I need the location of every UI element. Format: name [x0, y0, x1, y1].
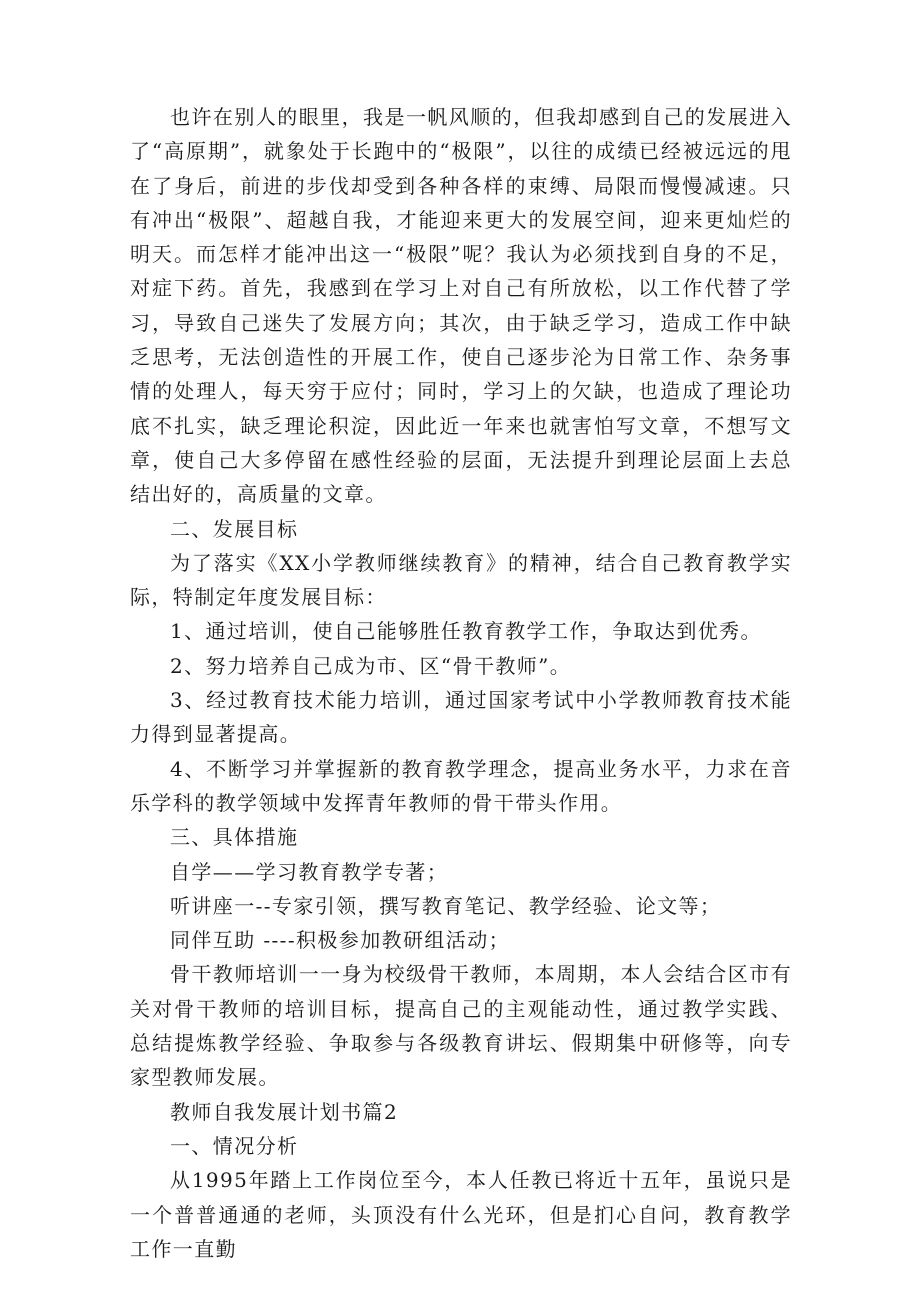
measure-self-study: 自学——学习教育教学专著； — [170, 859, 449, 884]
goal-item-2: 2、努力培养自己成为市、区“骨干教师”。 — [170, 653, 572, 678]
goal-item-4: 4、不断学习并掌握新的教育教学理念，提高业务水平，力求在音乐学科的教学领域中发挥青年教师的骨干带头作用。 — [130, 756, 792, 815]
paragraph-goals-intro: 为了落实《XX小学教师继续教育》的精神，结合自己教育教学实际，特制定年度发展目标： — [130, 550, 792, 610]
paragraph-plateau-reflection: 也许在别人的眼里，我是一帆风顺的，但我却感到自己的发展进入了“高原期”，就象处于长跑中的“极限”，以往的成绩已经被远远的甩在了身后，前进的步伐却受到各种各样的束缚、局限而慢慢减速。只有冲出“极限”、超越自我，才能迎来更大的发展空间，迎来更灿烂的明天。而怎样才能冲出这一“极限”呢？我认为必须找到自身的不足，对症下药。首先，我感到在学习上对自己有所放松，以工作代替了学习，导致自己迷失了发展方向；其次，由于缺乏学习，造成工作中缺乏思考，无法创造性的开展工作，使自己逐步沦为日常工作、杂务事情的处理人，每天穷于应付；同时，学习上的欠缺，也造成了理论功底不扎实，缺乏理论积淀，因此近一年来也就害怕写文章，不想写文章，使自己大多停留在感性经验的层面，无法提升到理论层面上去总结出好的，高质量的文章。 — [130, 105, 792, 507]
measure-peer-support: 同伴互助 ----积极参加教研组活动； — [170, 928, 510, 953]
document-page — [130, 100, 792, 1266]
goal-item-3: 3、经过教育技术能力培训，通过国家考试中小学教师教育技术能力得到显著提高。 — [130, 688, 792, 747]
section-heading-situation-analysis: 一、情况分析 — [170, 1133, 299, 1158]
article-title-part-2: 教师自我发展计划书篇2 — [170, 1099, 399, 1124]
goal-item-1: 1、通过培训，使自己能够胜任教育教学工作，争取达到优秀。 — [170, 619, 762, 644]
paragraph-career-history: 从1995年踏上工作岗位至今，本人任教已将近十五年，虽说只是一个普普通通的老师，头顶没有什么光环，但是扪心自问，教育教学工作一直勤 — [130, 1168, 792, 1261]
section-heading-development-goals: 二、发展目标 — [170, 516, 299, 541]
section-heading-measures: 三、具体措施 — [170, 825, 299, 850]
measure-lectures: 听讲座一--专家引领，撰写教育笔记、教学经验、论文等； — [170, 893, 722, 918]
measure-backbone-training: 骨干教师培训一一身为校级骨干教师，本周期，本人会结合区市有关对骨干教师的培训目标，提高自己的主观能动性，通过教学实践、总结提炼教学经验、争取参与各级教育讲坛、假期集中研修等，向专家型教师发展。 — [130, 962, 792, 1090]
